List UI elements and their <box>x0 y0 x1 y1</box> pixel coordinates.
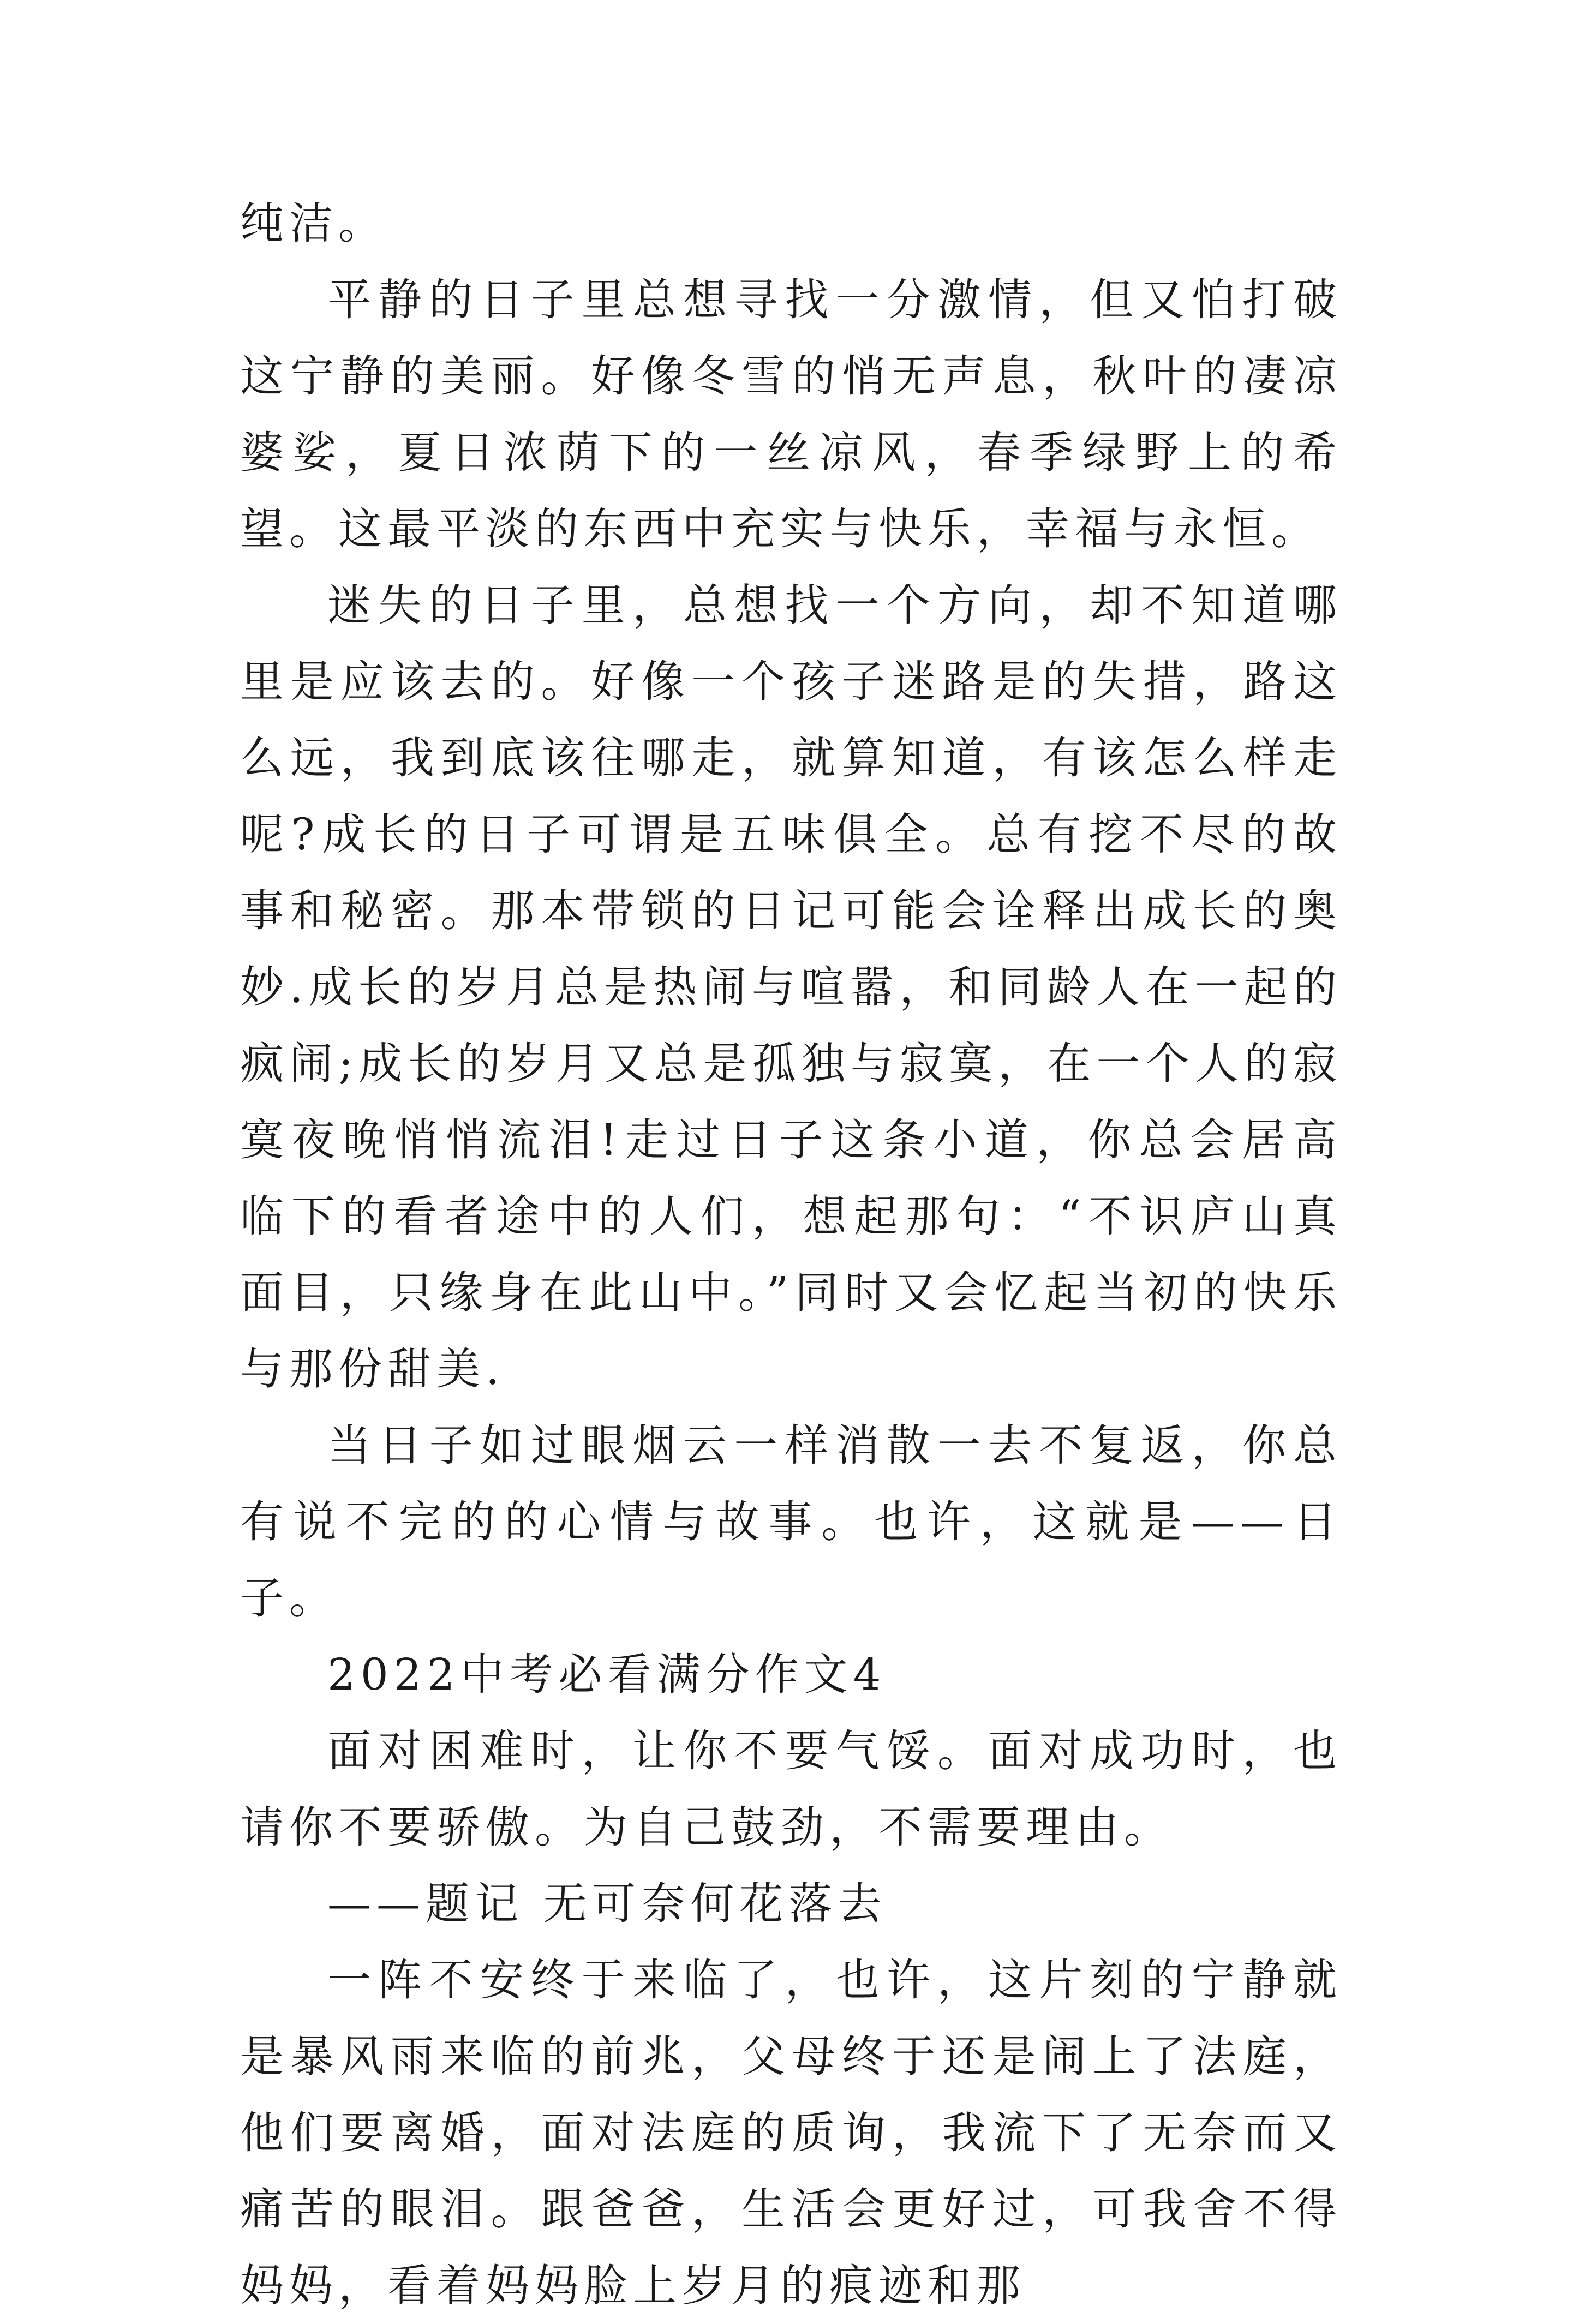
document-body <box>240 185 1342 2324</box>
paragraph-3: 迷失的日子里，总想找一个方向，却不知道哪里是应该去的。好像一个孩子迷路是的失措，路这么远，我到底该往哪走，就算知道，有该怎么样走呢?成长的日子可谓是五味俱全。总有挖不尽的故事和秘密。那本带锁的日记可能会诠释出成长的奥妙.成长的岁月总是热闹与喧嚣，和同龄人在一起的疯闹;成长的岁月又总是孤独与寂寞，在一个人的寂寞夜晚悄悄流泪!走过日子这条小道，你总会居高临下的看者途中的人们，想起那句：“不识庐山真面目，只缘身在此山中。”同时又会忆起当初的快乐与那份甜美. <box>240 580 1342 1394</box>
paragraph-1: 纯洁。 <box>240 198 387 249</box>
paragraph-4: 当日子如过眼烟云一样消散一去不复返，你总有说不完的的心情与故事。也许，这就是——日子。 <box>240 1420 1342 1624</box>
paragraph-5: 面对困难时，让你不要气馁。面对成功时，也请你不要骄傲。为自己鼓劲，不需要理由。 <box>240 1726 1342 1853</box>
essay-heading: 2022中考必看满分作文4 <box>327 1649 887 1700</box>
paragraph-2: 平静的日子里总想寻找一分激情，但又怕打破这宁静的美丽。好像冬雪的悄无声息，秋叶的凄凉婆娑，夏日浓荫下的一丝凉风，春季绿野上的希望。这最平淡的东西中充实与快乐，幸福与永恒。 <box>240 274 1342 554</box>
epigraph-attribution: ——题记 无可奈何花落去 <box>327 1878 887 1929</box>
paragraph-6: 一阵不安终于来临了，也许，这片刻的宁静就是暴风雨来临的前兆，父母终于还是闹上了法庭，他们要离婚，面对法庭的质询，我流下了无奈而又痛苦的眼泪。跟爸爸，生活会更好过，可我舍不得妈妈，看着妈妈脸上岁月的痕迹和那 <box>240 1955 1342 2311</box>
